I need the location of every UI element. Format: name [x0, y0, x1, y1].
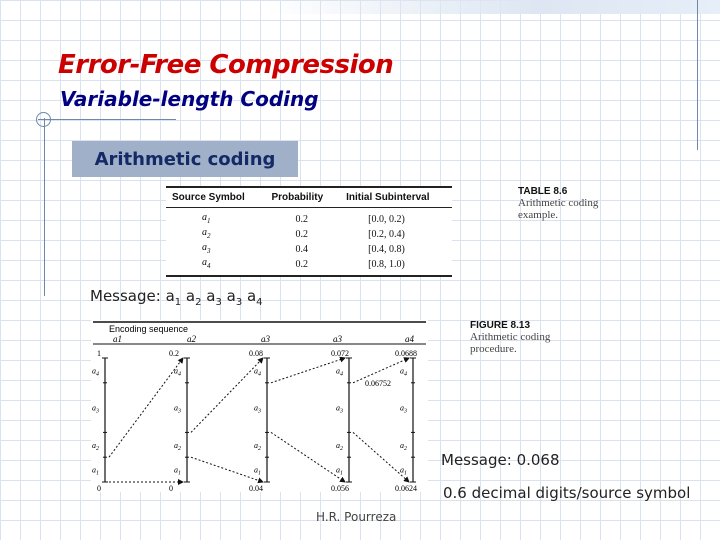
message-symbol: $a_4$ — [242, 287, 263, 308]
interval-symbol-label: $a_4$ — [336, 366, 343, 378]
table-header-row — [166, 187, 452, 208]
header-source-symbol: Source Symbol — [166, 187, 265, 208]
interval-symbol-label: $a_4$ — [400, 366, 407, 378]
table-caption — [518, 186, 598, 221]
sequence-label: a3 — [333, 334, 342, 344]
table-caption-line-2: example. — [518, 209, 559, 221]
cell-subinterval: [0.4, 0.8) — [368, 244, 405, 255]
cell-probability: 0.4 — [295, 244, 308, 255]
left-decoration-line — [44, 118, 45, 296]
table-row — [166, 208, 452, 228]
cell-probability: 0.2 — [295, 214, 308, 225]
zoom-connector — [109, 358, 183, 457]
sequence-label: a2 — [187, 334, 196, 344]
message-label: Message: — [90, 287, 166, 305]
corner-marker — [36, 112, 51, 127]
cell-probability: 0.2 — [265, 257, 340, 276]
cell-symbol: $a_3$ — [202, 242, 211, 255]
cell-subinterval: [0.8, 1.0) — [340, 257, 452, 276]
footer-author: H.R. Pourreza — [316, 510, 397, 524]
figure-caption-line-2: procedure. — [470, 343, 517, 355]
sequence-label: a4 — [405, 334, 414, 344]
message-sequence — [90, 287, 263, 308]
interval-symbol-label: $a_1$ — [254, 465, 261, 477]
sequence-label: a1 — [113, 334, 122, 344]
interval-symbol-label: $a_2$ — [254, 440, 261, 452]
coding-rate: 0.6 decimal digits/source symbol — [443, 484, 691, 502]
interval-symbol-label: $a_3$ — [400, 403, 407, 415]
interval-bottom-value: 0.056 — [331, 484, 349, 492]
interval-top-value: 0.2 — [169, 349, 179, 358]
figure-caption-title: FIGURE 8.13 — [470, 320, 531, 331]
message-symbol: $a_2$ — [181, 287, 202, 308]
diagram-svg — [91, 320, 428, 492]
sequence-label: a3 — [261, 334, 270, 344]
zoom-connector — [271, 432, 345, 482]
slide-title: Error-Free Compression — [58, 50, 394, 80]
figure-caption-line-1: Arithmetic coding — [470, 331, 551, 343]
zoom-connector — [271, 358, 345, 383]
interval-top-value: 1 — [97, 349, 101, 358]
section-label: Arithmetic coding — [72, 141, 298, 177]
interval-symbol-label: $a_3$ — [92, 403, 99, 415]
table-row — [166, 242, 452, 257]
interval-symbol-label: $a_2$ — [336, 440, 343, 452]
zoom-connector — [191, 358, 263, 432]
interval-top-value: 0.0688 — [395, 349, 417, 358]
message-symbol: $a_3$ — [221, 287, 243, 308]
figure-caption — [470, 320, 550, 355]
cell-symbol: $a_1$ — [202, 212, 211, 225]
interval-symbol-label: $a_4$ — [92, 366, 99, 378]
interval-symbol-label: $a_1$ — [92, 465, 99, 477]
top-decoration-band — [265, 0, 720, 14]
interval-bottom-value: 0 — [169, 484, 173, 492]
interval-symbol-label: $a_4$ — [254, 366, 261, 378]
diagram-heading: Encoding sequence — [109, 324, 189, 334]
encoded-message-value: Message: 0.068 — [441, 451, 560, 469]
interval-symbol-label: $a_1$ — [174, 465, 181, 477]
interval-symbol-label: $a_1$ — [400, 465, 407, 477]
interval-top-value: 0.08 — [249, 349, 263, 358]
cell-symbol: $a_4$ — [166, 257, 265, 276]
right-decoration-line — [697, 0, 698, 150]
cell-symbol: $a_2$ — [202, 227, 211, 240]
table-row — [166, 227, 452, 242]
cell-subinterval: [0.2, 0.4) — [368, 229, 405, 240]
interval-extra-value: 0.06752 — [365, 379, 391, 388]
interval-symbol-label: $a_3$ — [254, 403, 261, 415]
interval-top-value: 0.072 — [331, 349, 349, 358]
interval-symbol-label: $a_2$ — [400, 440, 407, 452]
slide-subtitle: Variable-length Coding — [60, 87, 319, 111]
header-initial-subinterval: Initial Subinterval — [340, 187, 452, 208]
interval-bottom-value: 0 — [97, 484, 101, 492]
interval-symbol-label: $a_1$ — [336, 465, 343, 477]
interval-bottom-value: 0.04 — [249, 484, 263, 492]
zoom-connector — [191, 457, 263, 482]
header-probability: Probability — [265, 187, 340, 208]
cell-probability: 0.2 — [295, 229, 308, 240]
interval-symbol-label: $a_3$ — [174, 403, 181, 415]
interval-symbol-label: $a_2$ — [92, 440, 99, 452]
probability-table — [166, 186, 452, 277]
title-underline — [38, 119, 176, 120]
arithmetic-coding-diagram — [91, 320, 428, 492]
table-caption-title: TABLE 8.6 — [518, 186, 568, 197]
interval-symbol-label: $a_2$ — [174, 440, 181, 452]
interval-symbol-label: $a_3$ — [336, 403, 343, 415]
table-row — [166, 257, 452, 276]
table-caption-line-1: Arithmetic coding — [518, 197, 599, 209]
interval-symbol-label: $a_4$ — [174, 366, 181, 378]
message-symbol: $a_1$ — [165, 287, 182, 308]
interval-bottom-value: 0.0624 — [395, 484, 417, 492]
cell-subinterval: [0.0, 0.2) — [368, 214, 405, 225]
message-symbol: $a_3$ — [201, 287, 222, 308]
